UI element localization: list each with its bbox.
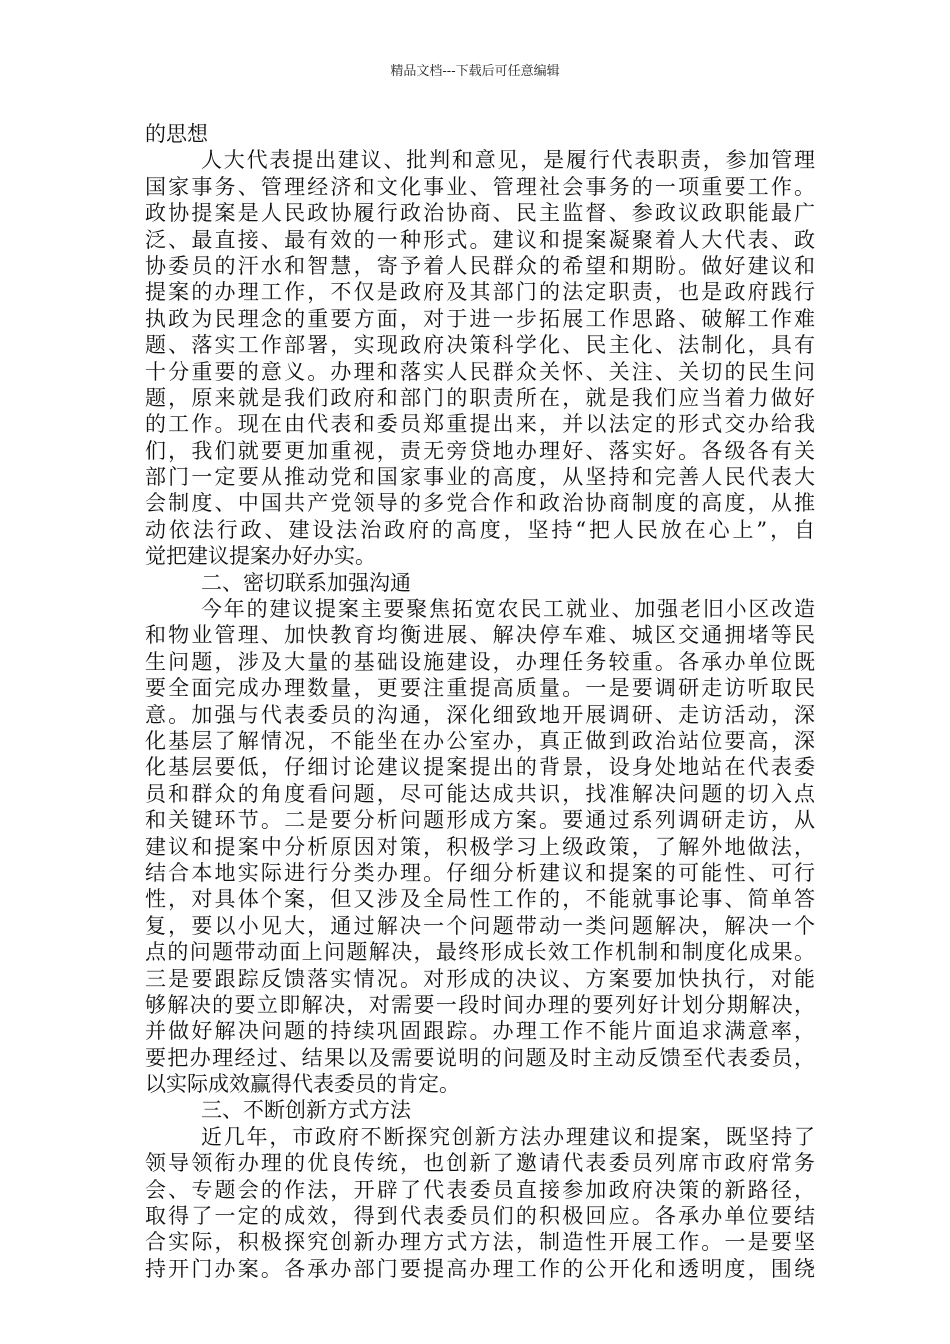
text-line: 国家事务、管理经济和文化事业、管理社会事务的一项重要工作。: [145, 174, 815, 199]
text-line: 十分重要的意义。办理和落实人民群众关怀、关注、关切的民生问: [145, 359, 815, 384]
text-line: 题、落实工作部署，实现政府决策科学化、民主化、法制化，具有: [145, 333, 815, 358]
text-line: 协委员的汗水和智慧，寄予着人民群众的希望和期盼。做好建议和: [145, 253, 815, 278]
document-body: [145, 121, 815, 1282]
text-line: 们，我们就要更加重视，责无旁贷地办理好、落实好。各级各有关: [145, 438, 815, 463]
text-line: 部门一定要从推动党和国家事业的高度，从坚持和完善人民代表大: [145, 465, 815, 490]
text-line: 领导领衔办理的优良传统，也创新了邀请代表委员列席市政府常务: [145, 1151, 815, 1176]
text-line: 化基层了解情况，不能坐在办公室办，真正做到政治站位要高，深: [145, 728, 815, 753]
text-line: 持开门办案。各承办部门要提高办理工作的公开化和透明度，围绕: [145, 1256, 815, 1281]
text-line: 生问题，涉及大量的基础设施建设，办理任务较重。各承办单位既: [145, 649, 815, 674]
text-line: 取得了一定的成效，得到代表委员们的积极回应。各承办单位要结: [145, 1204, 815, 1229]
text-line: 并做好解决问题的持续巩固跟踪。办理工作不能片面追求满意率，: [145, 1019, 815, 1044]
text-line: 会制度、中国共产党领导的多党合作和政治协商制度的高度，从推: [145, 491, 815, 516]
text-line: 够解决的要立即解决，对需要一段时间办理的要列好计划分期解决，: [145, 992, 815, 1017]
text-line: 觉把建议提案办好办实。: [145, 544, 376, 569]
text-line: 人大代表提出建议、批判和意见，是履行代表职责，参加管理: [201, 148, 815, 173]
text-line: 三是要跟踪反馈落实情况。对形成的决议、方案要加快执行，对能: [145, 966, 815, 991]
text-line: 和关键环节。二是要分析问题形成方案。要通过系列调研走访，从: [145, 808, 815, 833]
text-line: 泛、最直接、最有效的一种形式。建议和提案凝聚着人大代表、政: [145, 227, 815, 252]
text-line: 建议和提案中分析原因对策，积极学习上级政策，了解外地做法，: [145, 834, 815, 859]
text-line: 点的问题带动面上问题解决，最终形成长效工作机制和制度化成果。: [145, 940, 815, 965]
text-line: 复，要以小见大，通过解决一个问题带动一类问题解决，解决一个: [145, 913, 815, 938]
text-line: 今年的建议提案主要聚焦拓宽农民工就业、加强老旧小区改造: [201, 597, 815, 622]
text-line: 的工作。现在由代表和委员郑重提出来，并以法定的形式交办给我: [145, 412, 815, 437]
page-header: 精品文档---下载后可任意编辑: [390, 64, 560, 79]
text-line: 的思想: [145, 122, 208, 146]
text-line: 和物业管理、加快教育均衡进展、解决停车难、城区交通拥堵等民: [145, 623, 815, 648]
text-line: 题，原来就是我们政府和部门的职责所在，就是我们应当着力做好: [145, 385, 815, 410]
text-line: 化基层要低，仔细讨论建议提案提出的背景，设身处地站在代表委: [145, 755, 815, 780]
text-line: 动依法行政、建设法治政府的高度，坚持“把人民放在心上”，自: [145, 517, 815, 542]
text-line: 提案的办理工作，不仅是政府及其部门的法定职责，也是政府践行: [145, 280, 815, 305]
text-line: 二、密切联系加强沟通: [201, 570, 411, 595]
text-line: 性，对具体个案，但又涉及全局性工作的，不能就事论事、简单答: [145, 887, 815, 912]
text-line: 员和群众的角度看问题，尽可能达成共识，找准解决问题的切入点: [145, 781, 815, 806]
text-line: 意。加强与代表委员的沟通，深化细致地开展调研、走访活动，深: [145, 702, 815, 727]
text-line: 三、不断创新方式方法: [201, 1098, 411, 1123]
text-line: 要把办理经过、结果以及需要说明的问题及时主动反馈至代表委员，: [145, 1045, 815, 1070]
text-line: 合实际，积极探究创新办理方式方法，制造性开展工作。一是要坚: [145, 1230, 815, 1255]
text-line: 近几年，市政府不断探究创新方法办理建议和提案，既坚持了: [201, 1124, 815, 1149]
text-line: 会、专题会的作法，开辟了代表委员直接参加政府决策的新路径，: [145, 1177, 815, 1202]
text-line: 结合本地实际进行分类办理。仔细分析建议和提案的可能性、可行: [145, 860, 815, 885]
text-line: 要全面完成办理数量，更要注重提高质量。一是要调研走访听取民: [145, 676, 815, 701]
text-line: 以实际成效赢得代表委员的肯定。: [145, 1072, 460, 1097]
text-line: 政协提案是人民政协履行政治协商、民主监督、参政议政职能最广: [145, 201, 815, 226]
text-line: 执政为民理念的重要方面，对于进一步拓展工作思路、破解工作难: [145, 306, 815, 331]
